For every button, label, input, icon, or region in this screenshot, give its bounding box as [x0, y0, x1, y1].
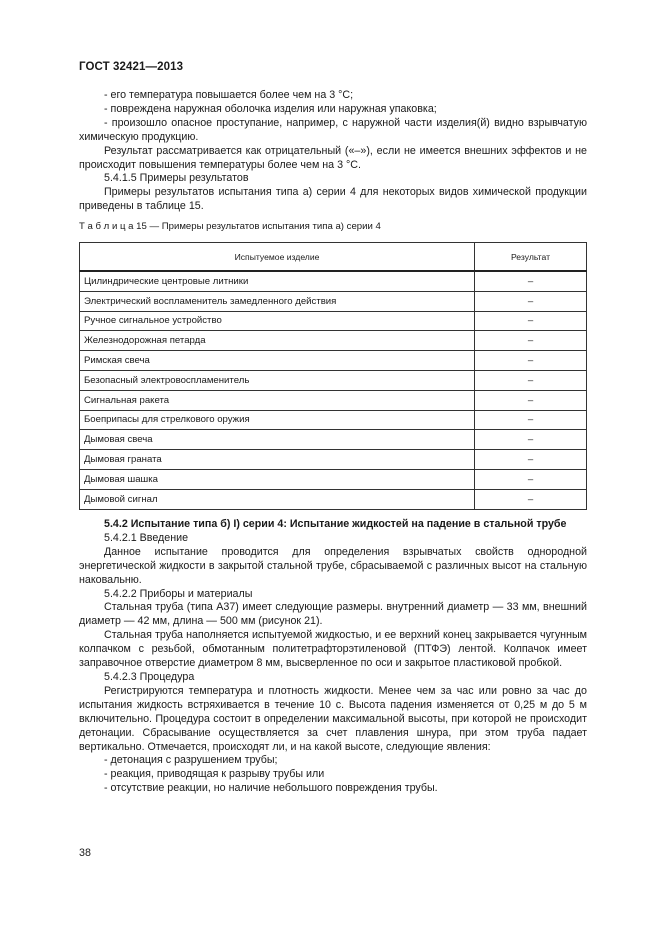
item-cell: Сигнальная ракета: [80, 390, 475, 410]
result-cell: –: [475, 351, 587, 371]
table-row: [80, 331, 587, 351]
item-cell: Электрический воспламенитель замедленного действия: [80, 291, 475, 311]
paragraph: - произошло опасное проступание, например, с наружной части изделия(й) видно взрывчатую химическую продукцию.: [79, 116, 587, 143]
table-caption: Т а б л и ц а 15 — Примеры результатов испытания типа а) серии 4: [79, 221, 381, 232]
result-cell: –: [475, 410, 587, 430]
item-cell: Безопасный электровоспламенитель: [80, 370, 475, 390]
result-cell: –: [475, 390, 587, 410]
table-row: [80, 390, 587, 410]
column-header-item: Испытуемое изделие: [80, 243, 475, 272]
document-header: ГОСТ 32421—2013: [79, 61, 184, 73]
item-cell: Ручное сигнальное устройство: [80, 311, 475, 331]
paragraph: - повреждена наружная оболочка изделия или наружная упаковка;: [104, 102, 437, 115]
result-cell: –: [475, 331, 587, 351]
table-row: [80, 489, 587, 509]
item-cell: Дымовая граната: [80, 450, 475, 470]
item-cell: Римская свеча: [80, 351, 475, 371]
list-item: - реакция, приводящая к разрыву трубы или: [104, 768, 325, 781]
result-cell: –: [475, 311, 587, 331]
paragraph: Стальная труба наполняется испытуемой жидкостью, и ее верхний конец закрывается чугунным колпачком с резьбой, обмотанным политетрафторэтиленовой (ПТФЭ) лентой. Колпачок имеет заправочное отверстие диаметром 8 мм, высверленное по оси и закрытое пластиковой пробкой.: [79, 629, 587, 670]
page-number: 38: [79, 847, 91, 859]
table-row: [80, 450, 587, 470]
table-row: [80, 271, 587, 291]
result-cell: –: [475, 430, 587, 450]
result-cell: –: [475, 291, 587, 311]
result-cell: –: [475, 469, 587, 489]
item-cell: Дымовая шашка: [80, 469, 475, 489]
subsection-heading: 5.4.2.2 Приборы и материалы: [104, 587, 253, 600]
intro-text: [79, 89, 587, 214]
item-cell: Цилиндрические центровые литники: [80, 271, 475, 291]
paragraph: Результат рассматривается как отрицательный («–»), если не имеется внешних эффектов и не происходит повышения температуры более чем на 3 °С.: [79, 144, 587, 171]
paragraph: Данное испытание проводится для определения взрывчатых свойств однородной энергетической жидкости в закрытой стальной трубе, сбрасываемой с различных высот на стальную наковальню.: [79, 545, 587, 586]
section-text: [79, 518, 587, 796]
list-item: - детонация с разрушением трубы;: [104, 754, 278, 767]
result-cell: –: [475, 450, 587, 470]
paragraph: Стальная труба (типа А37) имеет следующие размеры. внутренний диаметр — 33 мм, внешний диаметр — 42 мм, длина — 500 мм (рисунок 21).: [79, 601, 587, 628]
item-cell: Дымовая свеча: [80, 430, 475, 450]
paragraph: - его температура повышается более чем на 3 °С;: [104, 89, 354, 101]
table-row: [80, 469, 587, 489]
paragraph: Примеры результатов испытания типа а) серии 4 для некоторых видов химической продукции приведены в таблице 15.: [79, 186, 587, 213]
subsection-heading: 5.4.2.1 Введение: [104, 531, 189, 544]
results-table: [79, 242, 587, 510]
column-header-result: Результат: [475, 243, 587, 272]
result-cell: –: [475, 489, 587, 509]
table-row: [80, 370, 587, 390]
table-row: [80, 351, 587, 371]
table-row: [80, 410, 587, 430]
list-item: - отсутствие реакции, но наличие небольшого повреждения трубы.: [104, 782, 438, 795]
table-row: [80, 430, 587, 450]
result-cell: –: [475, 271, 587, 291]
table-row: [80, 311, 587, 331]
table-header-row: [80, 243, 587, 272]
section-heading: 5.4.2 Испытание типа б) I) серии 4: Испытание жидкостей на падение в стальной трубе: [104, 518, 567, 530]
item-cell: Боеприпасы для стрелкового оружия: [80, 410, 475, 430]
result-cell: –: [475, 370, 587, 390]
subsection-heading: 5.4.2.3 Процедура: [104, 670, 195, 683]
item-cell: Дымовой сигнал: [80, 489, 475, 509]
paragraph: Регистрируются температура и плотность жидкости. Менее чем за час или ровно за час до испытания жидкость встряхивается в течение 10 с. Высота падения изменяется от 0,25 м до 5 м включительно. Процедура состоит в определении максимальной высоты, при которой не происходит детонации. Сбрасывание осуществляется за счет плавления шнура, при этом труба падает вертикально. Отмечается, происходят ли, и на какой высоте, следующие явления:: [79, 684, 587, 753]
subsection-heading: 5.4.1.5 Примеры результатов: [104, 172, 249, 185]
table-row: [80, 291, 587, 311]
item-cell: Железнодорожная петарда: [80, 331, 475, 351]
